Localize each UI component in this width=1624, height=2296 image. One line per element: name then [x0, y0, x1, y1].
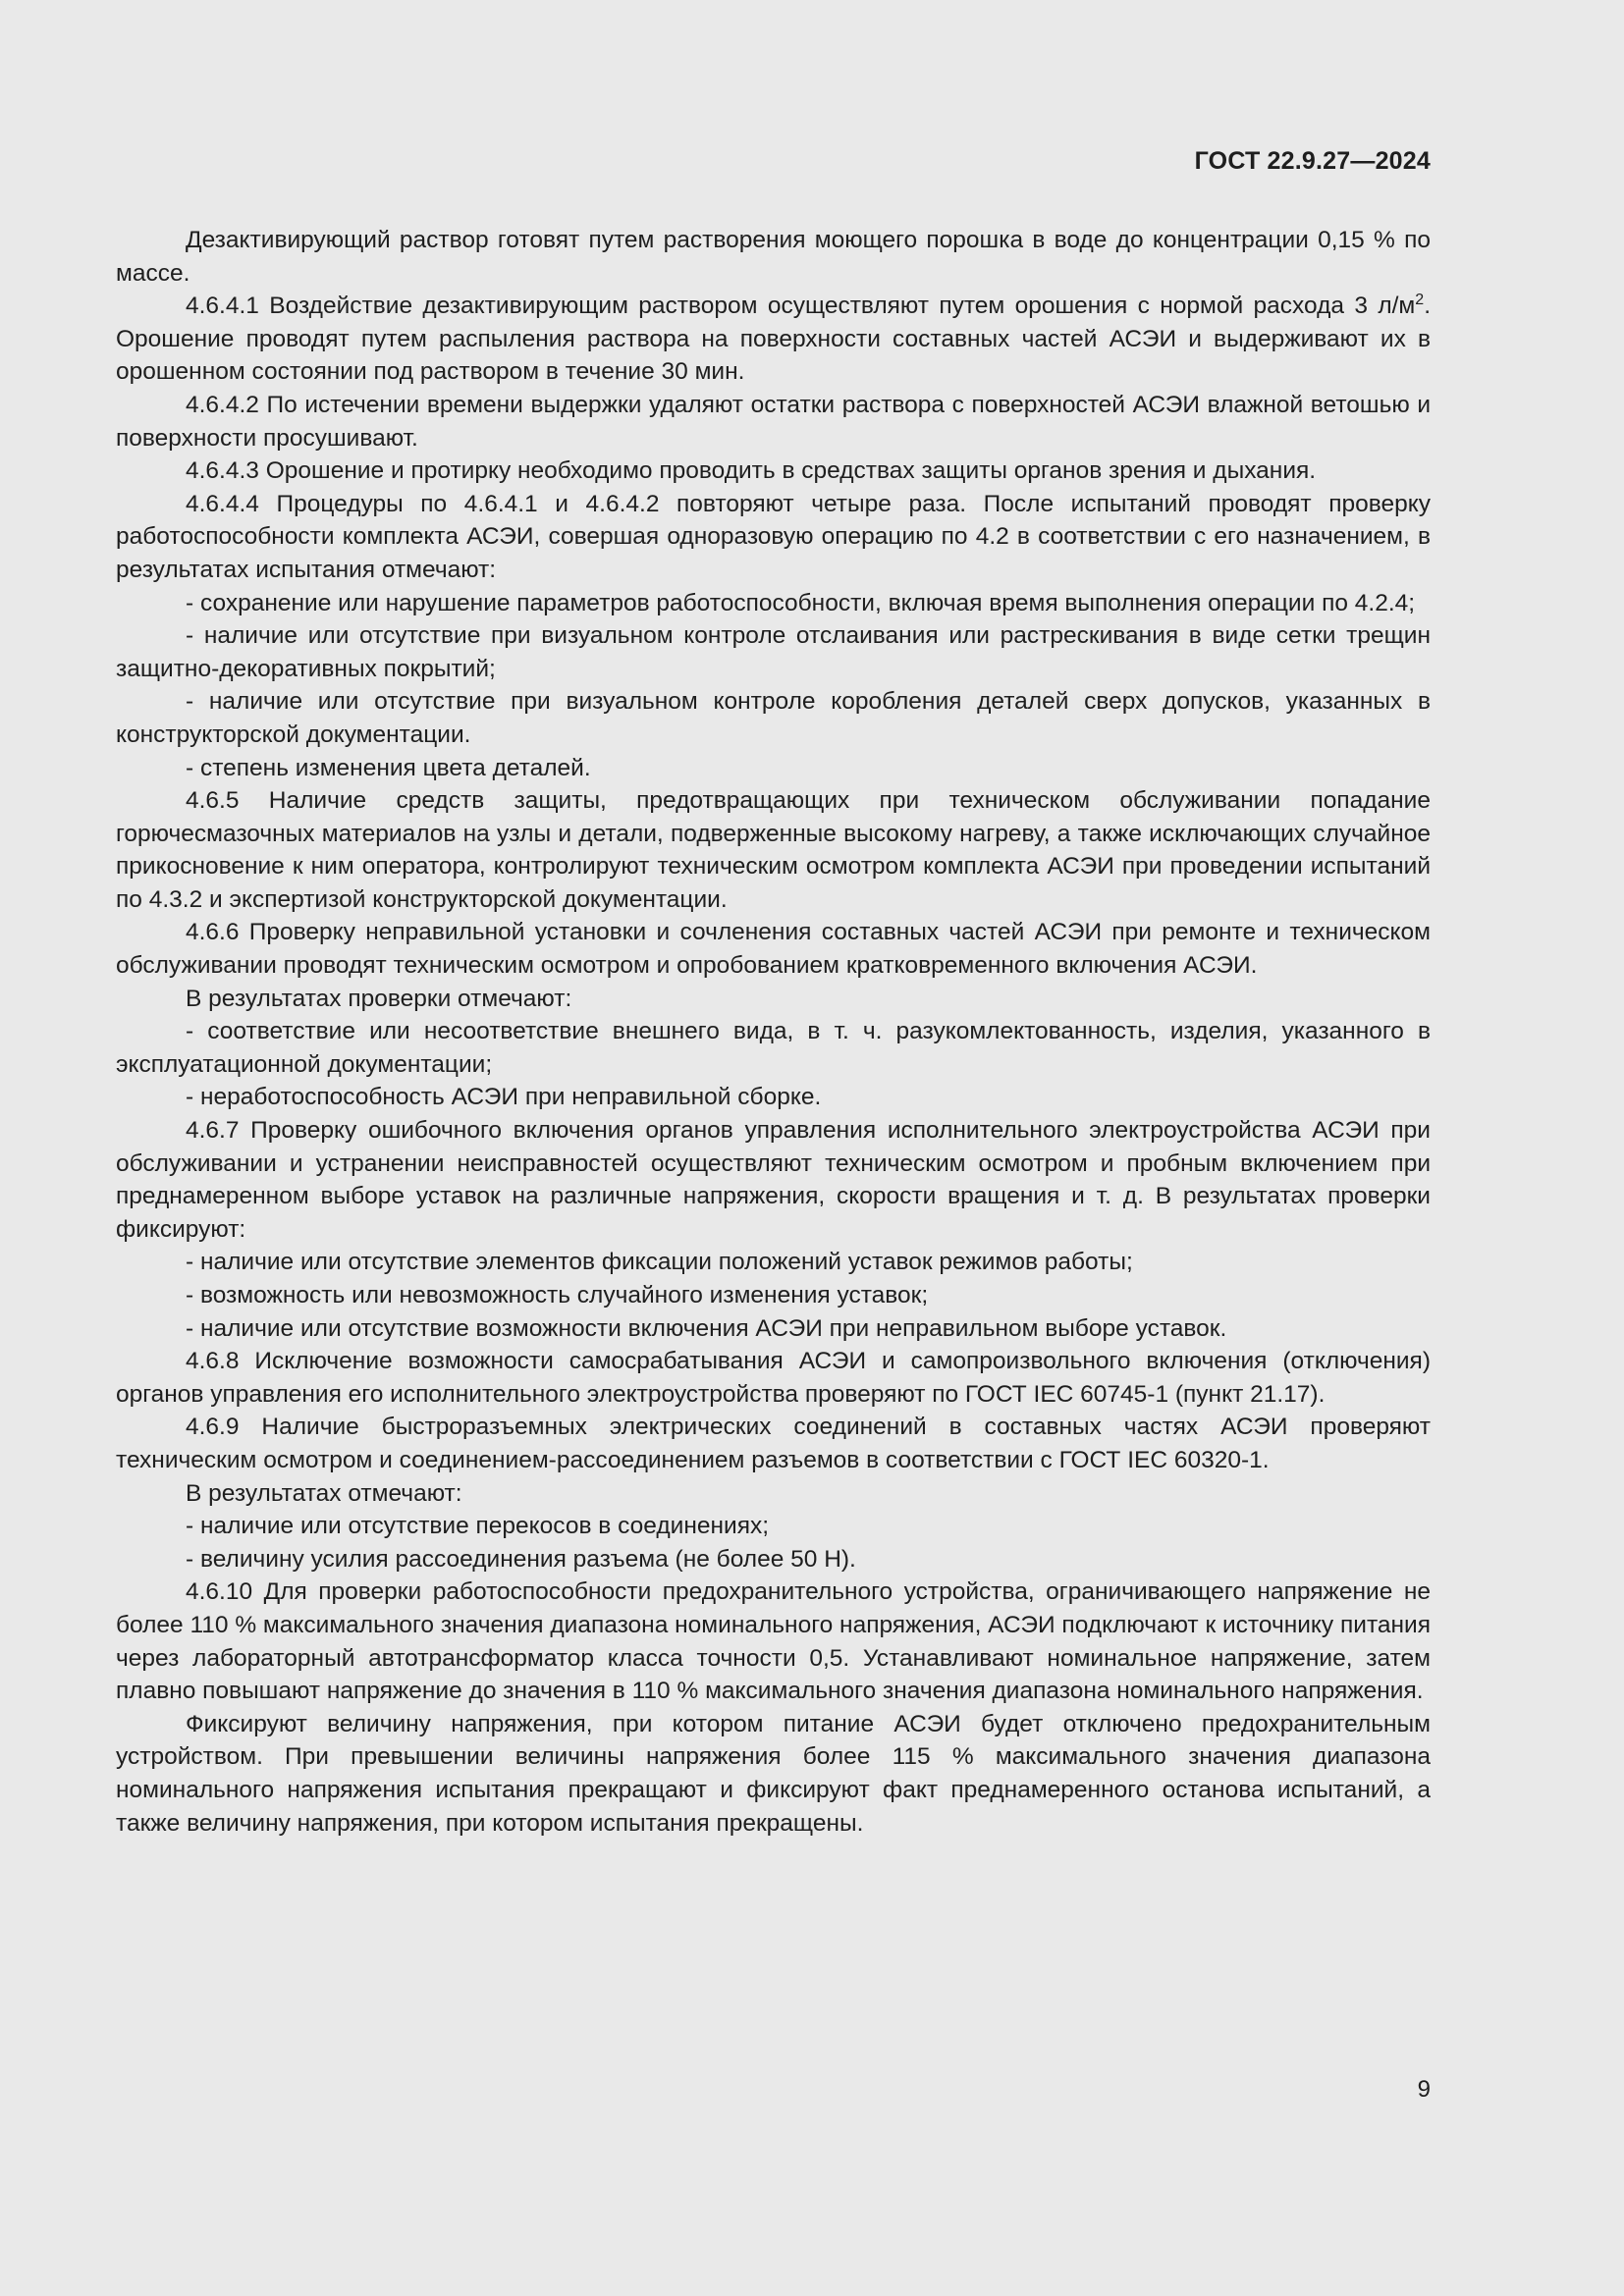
paragraph-4-6-7: 4.6.7 Проверку ошибочного включения органов управления исполнительного электроустройства АСЭИ при обслуживании и устранении неисправностей осуществляют техническим осмотром и пробным включением при преднамеренном выборе уставок на различные напряжения, скорости вращения и т. д. В результатах проверки фиксируют:: [116, 1117, 1431, 1243]
paragraph-4-6-4-1: [116, 290, 1431, 389]
list-item: - наличие или отсутствие при визуальном контроле отслаивания или растрескивания в виде сетки трещин защитно-декоративных покрытий;: [116, 622, 1431, 682]
paragraph-4-6-5: 4.6.5 Наличие средств защиты, предотвращающих при техническом обслуживании попадание горючесмазочных материалов на узлы и детали, подверженные высокому нагреву, а также исключающих случайное прикосновение к ним оператора, контролируют техническим осмотром комплекта АСЭИ при проведении испытаний по 4.3.2 и экспертизой конструкторской документации.: [116, 787, 1431, 913]
list-item: - величину усилия рассоединения разъема (не более 50 Н).: [186, 1545, 856, 1573]
paragraph-4-6-8: 4.6.8 Исключение возможности самосрабатывания АСЭИ и самопроизвольного включения (отключения) органов управления его исполнительного электроустройства проверяют по ГОСТ IEC 60745-1 (пункт 21.17).: [116, 1348, 1431, 1408]
document-header: ГОСТ 22.9.27—2024: [1194, 147, 1431, 175]
list-item: - наличие или отсутствие при визуальном контроле коробления деталей сверх допусков, указанных в конструкторской документации.: [116, 688, 1431, 748]
paragraph: Фиксируют величину напряжения, при котором питание АСЭИ будет отключено предохранительным устройством. При превышении величины напряжения более 115 % максимального значения диапазона номинального напряжения испытания прекращают и фиксируют факт преднамеренного останова испытаний, а также величину напряжения, при котором испытания прекращены.: [116, 1710, 1431, 1837]
list-item: - наличие или отсутствие возможности включения АСЭИ при неправильном выборе уставок.: [186, 1314, 1227, 1342]
list-item: - неработоспособность АСЭИ при неправильной сборке.: [186, 1084, 822, 1111]
paragraph-4-6-9: 4.6.9 Наличие быстроразъемных электрических соединений в составных частях АСЭИ проверяют техническим осмотром и соединением-рассоединением разъемов в соответствии с ГОСТ IEC 60320-1.: [116, 1414, 1431, 1473]
paragraph-text: . Орошение проводят путем распыления раствора на поверхности составных частей АСЭИ и выдерживают их в орошенном состоянии под раствором в течение 30 мин.: [116, 293, 1431, 386]
paragraph-4-6-4-2: 4.6.4.2 По истечении времени выдержки удаляют остатки раствора с поверхностей АСЭИ влажной ветошью и поверхности просушивают.: [116, 391, 1431, 452]
list-item: - степень изменения цвета деталей.: [186, 754, 591, 781]
document-body: [116, 224, 1431, 1840]
paragraph-4-6-4-4: 4.6.4.4 Процедуры по 4.6.4.1 и 4.6.4.2 повторяют четыре раза. После испытаний проводят проверку работоспособности комплекта АСЭИ, совершая одноразовую операцию по 4.2 в соответствии с его назначением, в результатах испытания отмечают:: [116, 490, 1431, 583]
paragraph-4-6-10: 4.6.10 Для проверки работоспособности предохранительного устройства, ограничивающего напряжение не более 110 % максимального значения диапазона номинального напряжения, АСЭИ подключают к источнику питания через лабораторный автотрансформатор класса точности 0,5. Устанавливают номинальное напряжение, затем плавно повышают напряжение до значения в 110 % максимального значения диапазона номинального напряжения.: [116, 1578, 1431, 1705]
superscript: 2: [1415, 292, 1425, 309]
paragraph: В результатах отмечают:: [186, 1479, 462, 1507]
list-item: - возможность или невозможность случайного изменения уставок;: [186, 1282, 929, 1308]
list-item: - наличие или отсутствие перекосов в соединениях;: [186, 1513, 770, 1540]
paragraph-text: 4.6.4.1 Воздействие дезактивирующим раствором осуществляют путем орошения с нормой расхода 3 л/м: [186, 293, 1416, 320]
list-item: - соответствие или несоответствие внешнего вида, в т. ч. разукомлектованность, изделия, указанного в эксплуатационной документации;: [116, 1018, 1431, 1078]
paragraph-4-6-4-3: 4.6.4.3 Орошение и протирку необходимо проводить в средствах защиты органов зрения и дыхания.: [186, 457, 1317, 485]
page-number: 9: [1417, 2076, 1431, 2103]
list-item: - наличие или отсутствие элементов фиксации положений уставок режимов работы;: [186, 1249, 1133, 1276]
paragraph-4-6-6: 4.6.6 Проверку неправильной установки и сочленения составных частей АСЭИ при ремонте и техническом обслуживании проводят техническим осмотром и опробованием кратковременного включения АСЭИ.: [116, 919, 1431, 980]
paragraph: В результатах проверки отмечают:: [186, 985, 572, 1012]
list-item: - сохранение или нарушение параметров работоспособности, включая время выполнения операции по 4.2.4;: [186, 589, 1416, 616]
paragraph: Дезактивирующий раствор готовят путем растворения моющего порошка в воде до концентрации 0,15 % по массе.: [116, 227, 1431, 287]
